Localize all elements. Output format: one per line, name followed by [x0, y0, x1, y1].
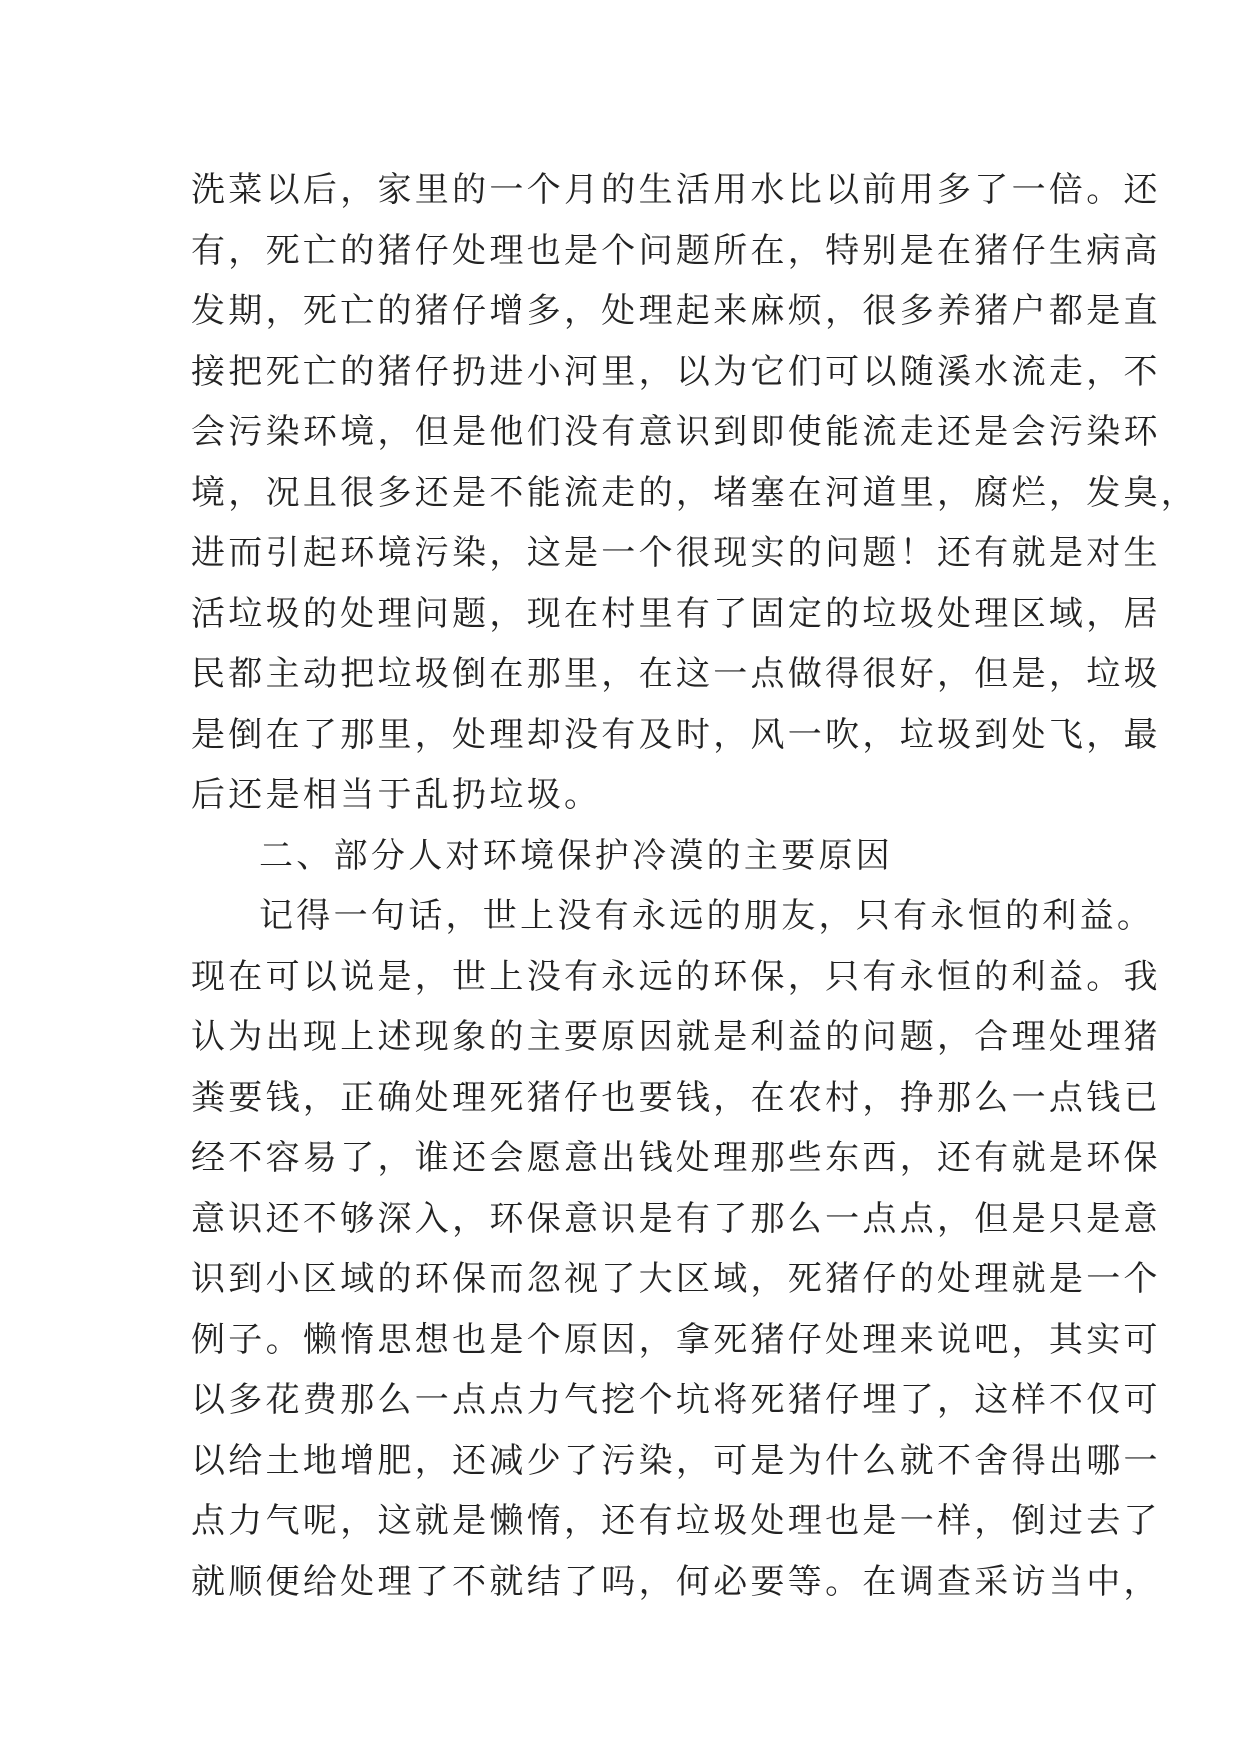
text-line: 发期，死亡的猪仔增多，处理起来麻烦，很多养猪户都是直: [191, 291, 1161, 331]
text-line: 进而引起环境污染，这是一个很现实的问题！还有就是对生: [191, 533, 1161, 573]
text-line: 有，死亡的猪仔处理也是个问题所在，特别是在猪仔生病高: [191, 230, 1161, 271]
text-line: 记得一句话，世上没有永远的朋友，只有永恒的利益。: [259, 896, 1155, 936]
text-line: 例子。懒惰思想也是个原因，拿死猪仔处理来说吧，其实可: [191, 1319, 1161, 1360]
text-line: 后还是相当于乱扔垃圾。: [191, 775, 602, 815]
text-line: 现在可以说是，世上没有永远的环保，只有永恒的利益。我: [191, 956, 1161, 997]
paragraph-1: [191, 160, 1199, 826]
text-line: 经不容易了，谁还会愿意出钱处理那些东西，还有就是环保: [191, 1138, 1161, 1178]
text-line: 洗菜以后，家里的一个月的生活用水比以前用多了一倍。还: [191, 170, 1161, 210]
text-line: 粪要钱，正确处理死猪仔也要钱，在农村，挣那么一点钱已: [191, 1077, 1161, 1118]
text-line: 认为出现上述现象的主要原因就是利益的问题，合理处理猪: [191, 1017, 1161, 1057]
text-line: 接把死亡的猪仔扔进小河里，以为它们可以随溪水流走，不: [191, 351, 1161, 392]
text-line: 点力气呢，这就是懒惰，还有垃圾处理也是一样，倒过去了: [191, 1501, 1161, 1541]
text-line: 民都主动把垃圾倒在那里，在这一点做得很好，但是，垃圾: [191, 654, 1161, 694]
document-body: [191, 160, 1199, 1612]
text-line: 会污染环境，但是他们没有意识到即使能流走还是会污染环: [191, 412, 1161, 452]
text-line: 是倒在了那里，处理却没有及时，风一吹，垃圾到处飞，最: [191, 714, 1161, 755]
paragraph-2: [191, 886, 1161, 1612]
text-line: 意识还不够深入，环保意识是有了那么一点点，但是只是意: [191, 1198, 1161, 1239]
text-line: 以给土地增肥，还减少了污染，可是为什么就不舍得出哪一: [191, 1440, 1161, 1481]
text-line: 境，况且很多还是不能流走的，堵塞在河道里，腐烂，发臭，: [191, 472, 1199, 513]
text-line: 识到小区域的环保而忽视了大区域，死猪仔的处理就是一个: [191, 1259, 1161, 1299]
text-line: 活垃圾的处理问题，现在村里有了固定的垃圾处理区域，居: [191, 593, 1161, 634]
text-line: 以多花费那么一点点力气挖个坑将死猪仔埋了，这样不仅可: [191, 1380, 1161, 1420]
text-line: 就顺便给处理了不就结了吗，何必要等。在调查采访当中，: [191, 1561, 1161, 1602]
section-heading: 二、部分人对环境保护冷漠的主要原因: [259, 835, 894, 876]
